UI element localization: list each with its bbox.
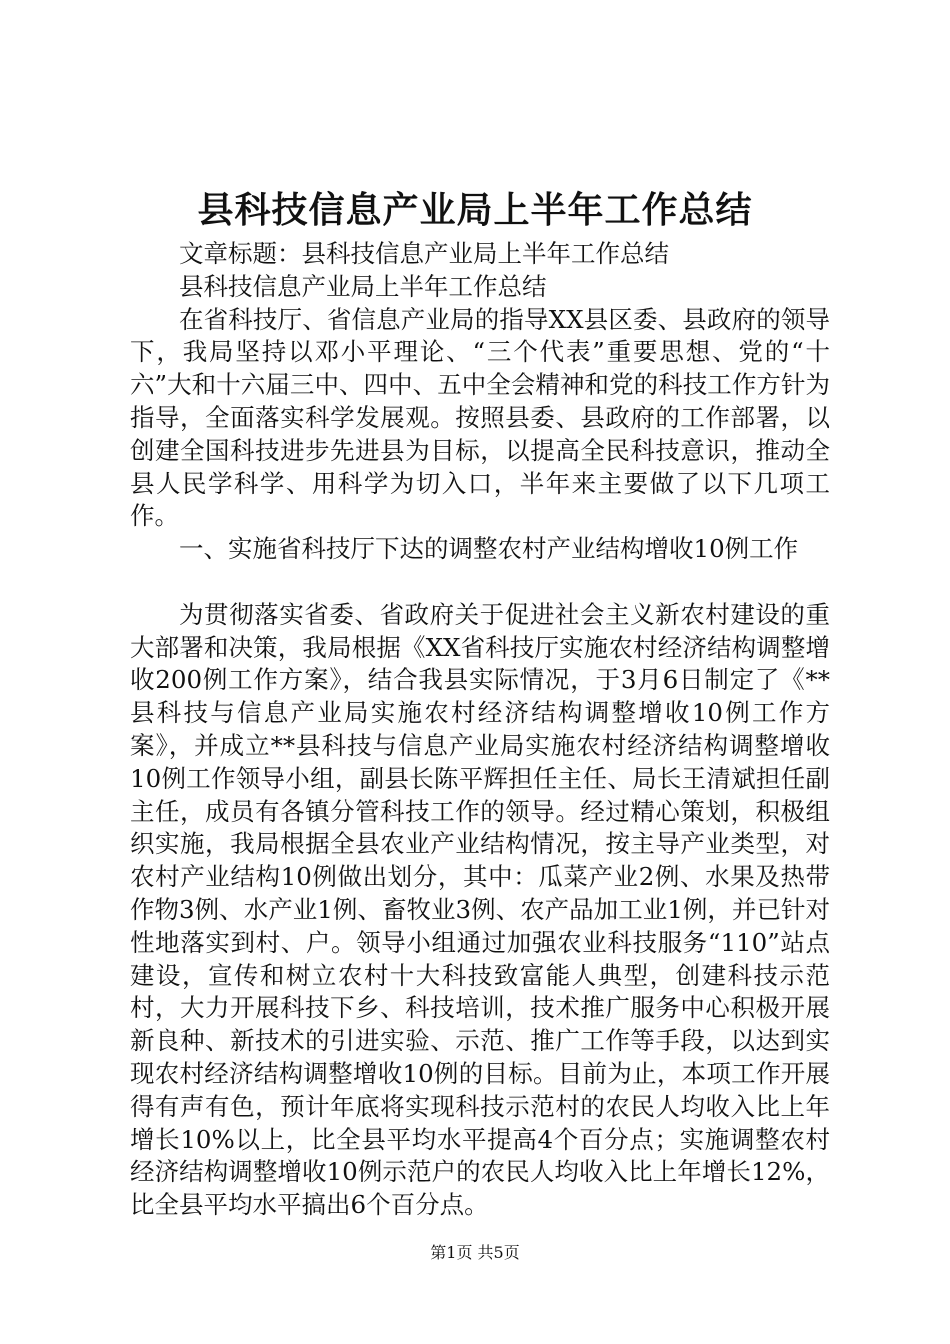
article-title-line: 文章标题：县科技信息产业局上半年工作总结 — [179, 239, 669, 268]
paragraph-spacer — [130, 566, 830, 599]
section-1-paragraph: 为贯彻落实省委、省政府关于促进社会主义新农村建设的重大部署和决策，我局根据《XX省科技厅实施农村经济结构调整增收200例工作方案》，结合我县实际情况，于3月6日制定了《**县科技与信息产业局实施农村经济结构调整增收10例工作方案》，并成立**县科技与信息产业局实施农村经济结构调整增收10例工作领导小组，副县长陈平辉担任主任、局长王清斌担任副主任，成员有各镇分管科技工作的领导。经过精心策划，积极组织实施，我局根据全县农业产业结构情况，按主导产业类型，对农村产业结构10例做出划分，其中：瓜菜产业2例、水果及热带作物3例、水产业1例、畜牧业3例、农产品加工业1例，并已针对性地落实到村、户。领导小组通过加强农业科技服务“110”站点建设，宣传和树立农村十大科技致富能人典型，创建科技示范村，大力开展科技下乡、科技培训，技术推广服务中心积极开展新良种、新技术的引进实验、示范、推广工作等手段，以达到实现农村经济结构调整增收10例的目标。目前为止，本项工作开展得有声有色，预计年底将实现科技示范村的农民人均收入比上年增长10%以上，比全县平均水平提高4个百分点；实施调整农村经济结构调整增收10例示范户的农民人均收入比上年增长12%，比全县平均水平搞出6个百分点。 — [130, 599, 830, 1220]
document-title: 县科技信息产业局上半年工作总结 — [197, 189, 753, 231]
intro-paragraph: 在省科技厅、省信息产业局的指导XX县区委、县政府的领导下，我局坚持以邓小平理论、“三个代表”重要思想、党的“十六”大和十六届三中、四中、五中全会精神和党的科技工作方针为指导，全面落实科学发展观。按照县委、县政府的工作部署，以创建全国科技进步先进县为目标，以提高全民科技意识，推动全县人民学科学、用科学为切入口，半年来主要做了以下几项工作。 — [130, 304, 830, 531]
section-heading-1: 一、实施省科技厅下达的调整农村产业结构增收10例工作 — [179, 534, 799, 564]
subtitle-line: 县科技信息产业局上半年工作总结 — [179, 271, 547, 301]
page-number: 第1页 共5页 — [430, 1243, 520, 1262]
document-body — [130, 238, 830, 1222]
